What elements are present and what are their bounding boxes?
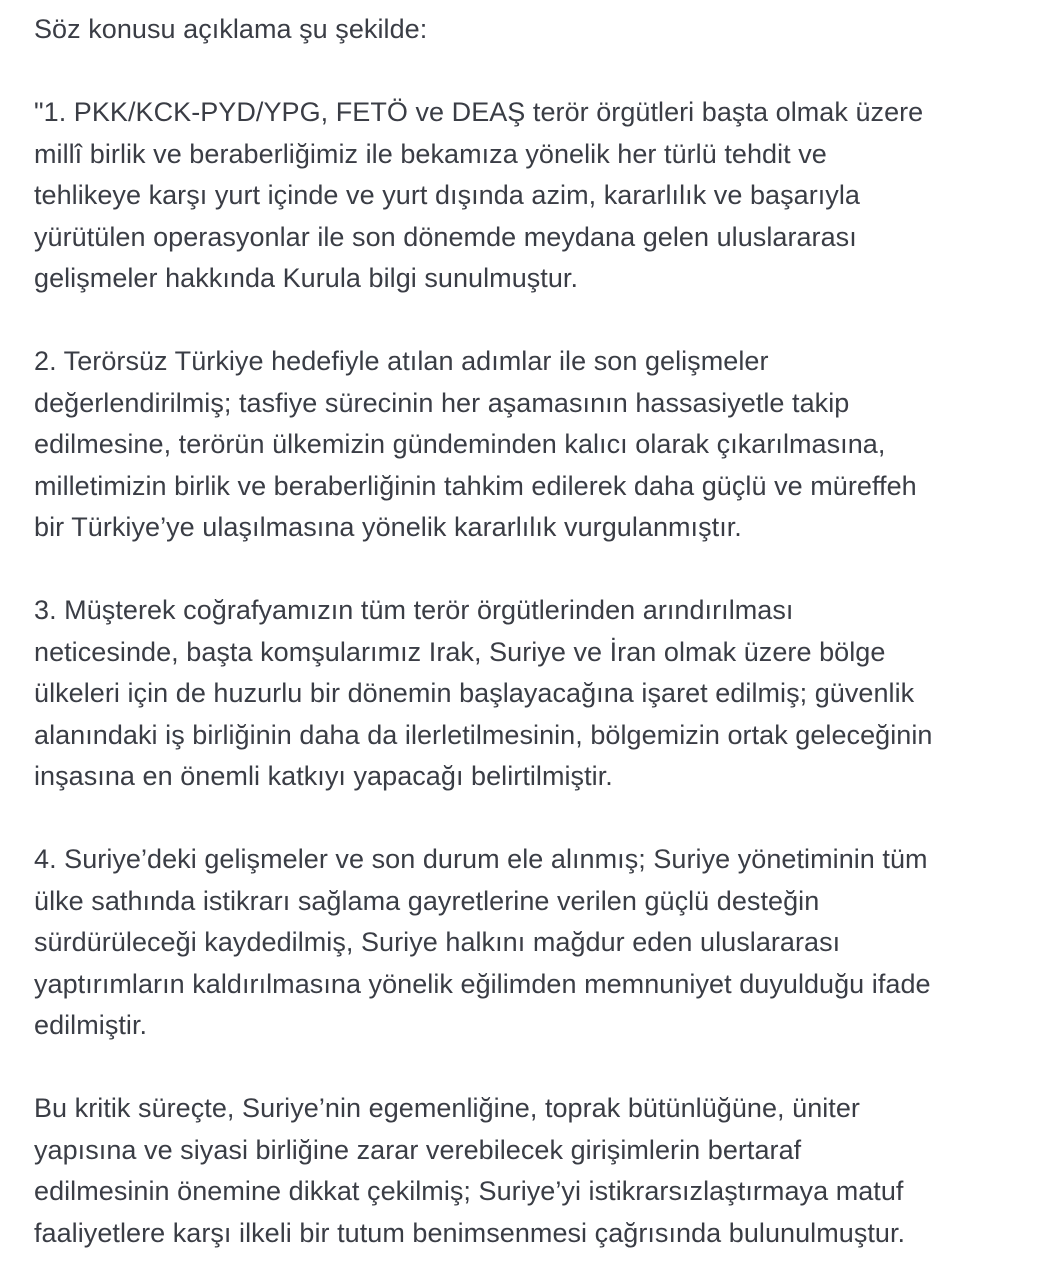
paragraph-2: 2. Terörsüz Türkiye hedefiyle atılan adımlar ile son gelişmeler değerlendirilmiş; tasfiye sürecinin her aşamasının hassasiyetle takip edilmesine, terörün ülkemizin gündeminden kalıcı olarak çıkarılmasına, milletimizin birlik ve beraberliğinin tahkim edilerek daha güçlü ve müreffeh bir Türkiye’ye ulaşılmasına yönelik kararlılık vurgulanmıştır. [34, 346, 917, 542]
paragraph-3: 3. Müşterek coğrafyamızın tüm terör örgütlerinden arındırılması neticesinde, başta komşularımız Irak, Suriye ve İran olmak üzere bölge ülkeleri için de huzurlu bir dönemin başlayacağına işaret edilmiş; güvenlik alanındaki iş birliğinin daha da ilerletilmesinin, bölgemizin ortak geleceğinin inşasına en önemli katkıyı yapacağı belirtilmiştir. [34, 595, 933, 791]
intro-text: Söz konusu açıklama şu şekilde: [34, 14, 428, 44]
paragraph-5: Bu kritik süreçte, Suriye’nin egemenliğine, toprak bütünlüğüne, üniter yapısına ve siyasi birliğine zarar verebilecek girişimlerin bertaraf edilmesinin önemine dikkat çekilmiş; Suriye’yi istikrarsızlaştırmaya matuf faaliyetlere karşı ilkeli bir tutum benimsenmesi çağrısında bulunulmuştur. [34, 1093, 906, 1248]
paragraph-4: 4. Suriye’deki gelişmeler ve son durum ele alınmış; Suriye yönetiminin tüm ülke sathında istikrarı sağlama gayretlerine verilen güçlü desteğin sürdürüleceği kaydedilmiş, Suriye halkını mağdur eden uluslararası yaptırımların kaldırılmasına yönelik eğilimden memnuniyet duyulduğu ifade edilmiştir. [34, 844, 931, 1040]
paragraph-1: "1. PKK/KCK-PYD/YPG, FETÖ ve DEAŞ terör örgütleri başta olmak üzere millî birlik ve beraberliğimiz ile bekamıza yönelik her türlü tehdit ve tehlikeye karşı yurt içinde ve yurt dışında azim, kararlılık ve başarıyla yürütülen operasyonlar ile son dönemde meydana gelen uluslararası gelişmeler hakkında Kurula bilgi sunulmuştur. [34, 97, 924, 293]
